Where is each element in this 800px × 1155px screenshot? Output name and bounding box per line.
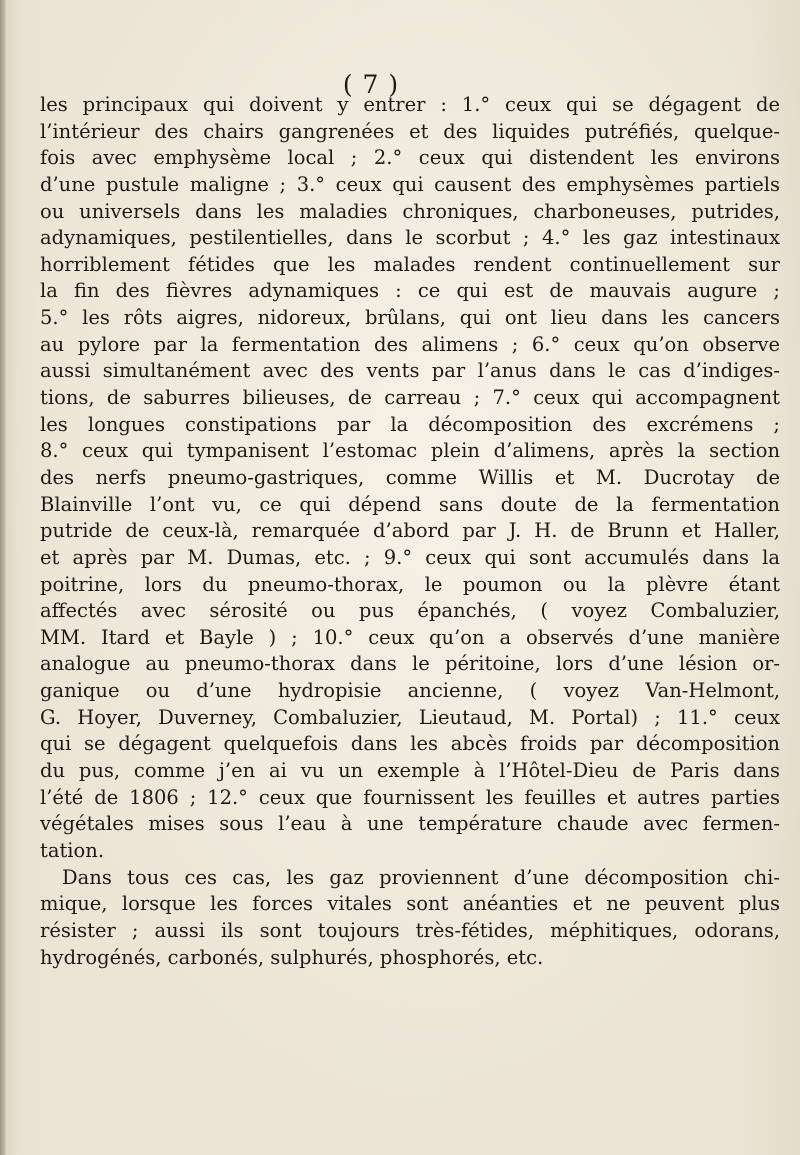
text-line: résister ; aussi ils sont toujours très-fétides, méphitiques, odorans, (40, 918, 780, 942)
text-line: 8.° ceux qui tympanisent l’estomac plein d’alimens, après la section (40, 439, 780, 463)
text-line: la fin des fièvres adynamiques : ce qui est de mauvais augure ; (40, 279, 780, 303)
body-text (40, 92, 780, 971)
text-line: d’une pustule maligne ; 3.° ceux qui causent des emphysèmes partiels (40, 172, 780, 196)
text-line: ganique ou d’une hydropisie ancienne, ( voyez Van-Helmont, (40, 679, 780, 703)
text-line: horriblement fétides que les malades rendent continuellement sur (40, 252, 780, 276)
text-line: tation. (40, 838, 105, 862)
text-line: affectés avec sérosité ou pus épanchés, ( voyez Combaluzier, (40, 599, 780, 623)
text-line: 5.° les rôts aigres, nidoreux, brûlans, qui ont lieu dans les cancers (40, 306, 780, 330)
text-line: aussi simultanément avec des vents par l’anus dans le cas d’indiges- (40, 359, 780, 383)
text-line: Blainville l’ont vu, ce qui dépend sans doute de la fermentation (40, 492, 780, 516)
text-line: les principaux qui doivent y entrer : 1.° ceux qui se dégagent de (40, 93, 780, 116)
text-line: G. Hoyer, Duverney, Combaluzier, Lieutaud, M. Portal) ; 11.° ceux (40, 705, 780, 729)
text-line: et après par M. Dumas, etc. ; 9.° ceux qui sont accumulés dans la (40, 545, 780, 569)
text-line: hydrogénés, carbonés, sulphurés, phosphorés, etc. (40, 945, 544, 969)
text-line: l’intérieur des chairs gangrenées et des liquides putréfiés, quelque- (40, 119, 780, 143)
page-number: ( 7 ) (342, 70, 400, 99)
text-line: analogue au pneumo-thorax dans le péritoine, lors d’une lésion or- (40, 652, 780, 676)
text-line: poitrine, lors du pneumo-thorax, le poumon ou la plèvre étant (40, 572, 780, 596)
text-line: les longues constipations par la décomposition des excrémens ; (40, 412, 780, 436)
text-line: des nerfs pneumo-gastriques, comme Willis et M. Ducrotay de (40, 465, 780, 489)
text-line: végétales mises sous l’eau à une température chaude avec fermen- (40, 812, 780, 836)
text-line: fois avec emphysème local ; 2.° ceux qui distendent les environs (40, 146, 780, 170)
text-line: qui se dégagent quelquefois dans les abcès froids par décomposition (40, 732, 780, 756)
text-line: l’été de 1806 ; 12.° ceux que fournissent les feuilles et autres parties (40, 785, 780, 809)
text-line: tions, de saburres bilieuses, de carreau ; 7.° ceux qui accompagnent (40, 386, 780, 410)
text-line: ou universels dans les maladies chroniques, charboneuses, putrides, (40, 199, 780, 223)
text-line: Dans tous ces cas, les gaz proviennent d’une décomposition chi- (62, 865, 780, 889)
text-line: au pylore par la fermentation des alimens ; 6.° ceux qu’on observe (40, 332, 780, 356)
page-binding-edge (0, 0, 6, 1155)
text-line: du pus, comme j’en ai vu un exemple à l’Hôtel-Dieu de Paris dans (40, 759, 780, 783)
text-line: mique, lorsque les forces vitales sont anéanties et ne peuvent plus (40, 892, 780, 916)
text-line: MM. Itard et Bayle ) ; 10.° ceux qu’on a observés d’une manière (40, 625, 780, 649)
text-line: adynamiques, pestilentielles, dans le scorbut ; 4.° les gaz intestinaux (40, 226, 780, 250)
text-line: putride de ceux-là, remarquée d’abord par J. H. de Brunn et Haller, (40, 519, 780, 543)
